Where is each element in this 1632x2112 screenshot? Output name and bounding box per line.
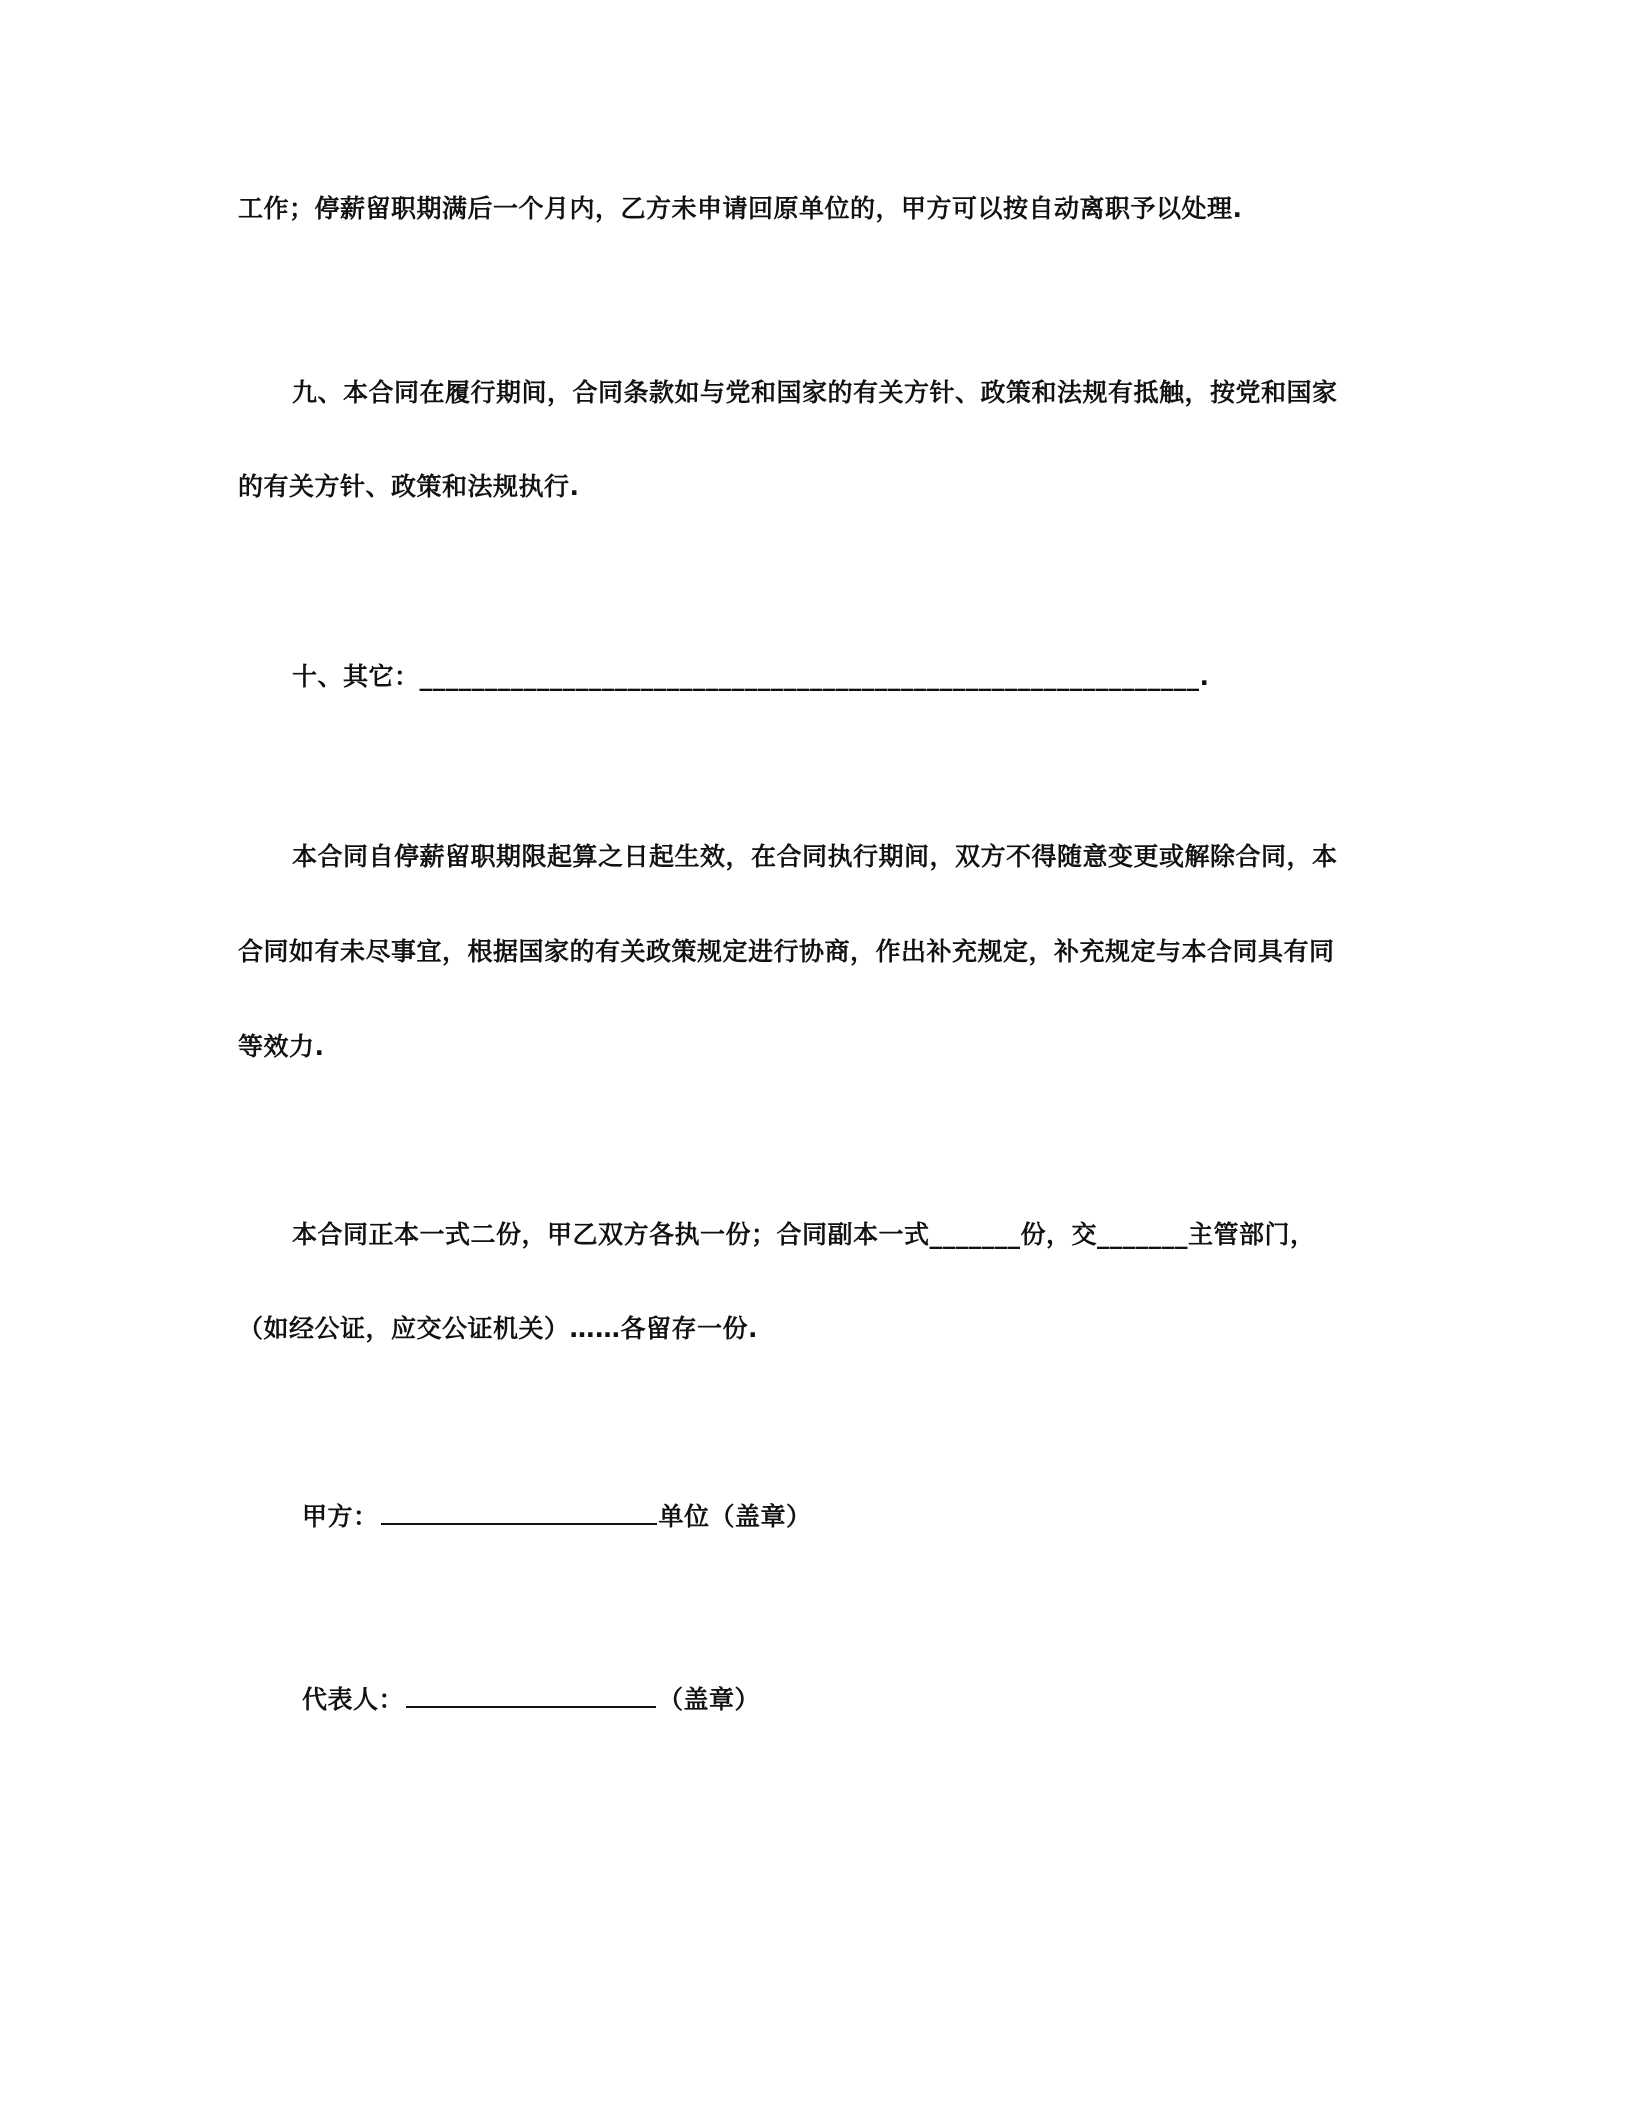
party-a-suffix: 单位（盖章） [658, 1502, 812, 1531]
representative-label: 代表人： [302, 1685, 405, 1714]
representative-blank[interactable] [406, 1680, 656, 1708]
effect-line-3: 等效力. [238, 1032, 325, 1061]
party-a-blank[interactable] [381, 1497, 657, 1525]
clause-10-other: 十、其它：____________________________________________________________. [292, 662, 1210, 691]
party-a-label: 甲方： [302, 1502, 379, 1531]
clause-8-tail: 工作；停薪留职期满后一个月内，乙方未申请回原单位的，甲方可以按自动离职予以处理. [238, 194, 1243, 223]
representative-suffix: （盖章） [658, 1685, 761, 1714]
party-a-signature-row [302, 1497, 812, 1534]
copies-line-2: （如经公证，应交公证机关）……各留存一份. [238, 1314, 758, 1343]
clause-9-line-2: 的有关方针、政策和法规执行. [238, 472, 580, 501]
representative-signature-row [302, 1680, 760, 1717]
clause-9-line-1: 九、本合同在履行期间，合同条款如与党和国家的有关方针、政策和法规有抵触，按党和国家 [292, 378, 1338, 407]
effect-line-1: 本合同自停薪留职期限起算之日起生效，在合同执行期间，双方不得随意变更或解除合同，本 [292, 842, 1338, 871]
effect-line-2: 合同如有未尽事宜，根据国家的有关政策规定进行协商，作出补充规定，补充规定与本合同具有同 [238, 937, 1335, 966]
copies-line-1: 本合同正本一式二份，甲乙双方各执一份；合同副本一式_______份，交_______主管部门， [292, 1220, 1316, 1249]
